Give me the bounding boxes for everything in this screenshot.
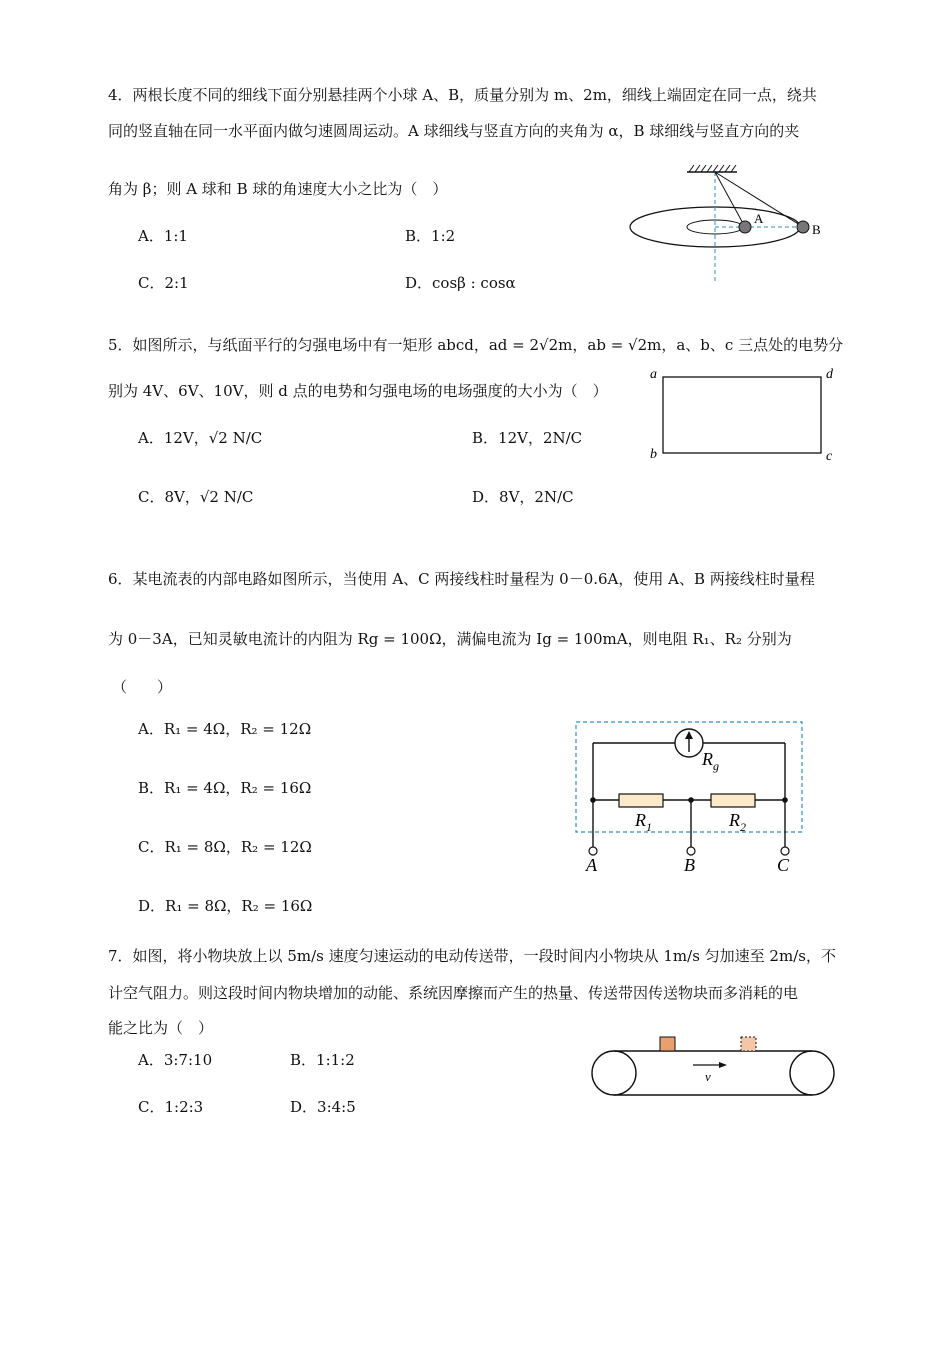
q5-option-d: D．8V，2N/C (472, 488, 574, 506)
q6-line3: （ ） (112, 678, 173, 696)
q7-option-b: B．1:1:2 (290, 1051, 355, 1069)
q7-option-a: A．3:7:10 (138, 1051, 213, 1069)
q5-option-a: A．12V，√2 N/C (138, 429, 263, 447)
q4-option-c: C．2:1 (138, 274, 189, 292)
label-r2: $R_2$ (729, 810, 746, 834)
q5-line2: 别为 4V、6V、10V，则 d 点的电势和匀强电场的电场强度的大小为（ ） (108, 382, 608, 400)
q4-line3: 角为 β；则 A 球和 B 球的角速度大小之比为（ ） (108, 180, 448, 198)
label-rg: $R_g$ (702, 749, 719, 773)
velocity-arrow-icon (719, 1062, 727, 1068)
q7-option-d: D．3:4:5 (290, 1098, 356, 1116)
label-a: A (754, 211, 764, 226)
q4-option-d: D．cosβ : cosα (405, 274, 516, 292)
q7-option-c: C．1:2:3 (138, 1098, 204, 1116)
label-b: b (650, 447, 657, 462)
resistor-r2 (711, 794, 755, 807)
q4-line2: 同的竖直轴在同一水平面内做匀速圆周运动。A 球细线与竖直方向的夹角为 α，B 球细线与竖直方向的夹 (108, 122, 800, 140)
label-d: d (826, 367, 833, 382)
q7-line3: 能之比为（ ） (108, 1019, 214, 1037)
q4-line1: 4．两根长度不同的细线下面分别悬挂两个小球 A、B，质量分别为 m、2m，细线上端固定在同一点，绕共 (108, 86, 817, 104)
q5-rectangle-figure (645, 362, 845, 467)
q7-line1: 7．如图，将小物块放上以 5m/s 速度匀速运动的电动传送带，一段时间内小物块从 1m/s 匀加速至 2m/s，不 (108, 947, 836, 965)
label-b: B (812, 222, 821, 237)
q6-option-b: B．R₁ = 4Ω，R₂ = 16Ω (138, 779, 312, 797)
q6-line2: 为 0－3A，已知灵敏电流计的内阻为 Rg = 100Ω，满偏电流为 Ig = 100mA，则电阻 R₁、R₂ 分别为 (108, 630, 792, 648)
ball-b (797, 221, 809, 233)
block-later (741, 1037, 756, 1051)
ball-a (739, 221, 751, 233)
block-start (660, 1037, 675, 1051)
q5-option-b: B．12V，2N/C (472, 429, 583, 447)
q6-option-c: C．R₁ = 8Ω，R₂ = 12Ω (138, 838, 312, 856)
q6-option-a: A．R₁ = 4Ω，R₂ = 12Ω (138, 720, 312, 738)
q4-conical-pendulum-figure (625, 160, 855, 285)
terminal-a (589, 847, 597, 855)
resistor-r1 (619, 794, 663, 807)
q7-line2: 计空气阻力。则这段时间内物块增加的动能、系统因摩擦而产生的热量、传送带因传送物块而多消耗的电 (108, 984, 799, 1002)
terminal-b (687, 847, 695, 855)
q6-circuit-figure (565, 712, 815, 877)
q5-line1: 5．如图所示，与纸面平行的匀强电场中有一矩形 abcd，ad = 2√2m，ab = √2m，a、b、c 三点处的电势分 (108, 336, 844, 354)
label-v: v (705, 1069, 711, 1084)
label-a: a (650, 367, 657, 382)
q5-option-c: C．8V，√2 N/C (138, 488, 254, 506)
label-terminal-b: B (684, 855, 695, 875)
label-terminal-c: C (777, 855, 790, 875)
q6-option-d: D．R₁ = 8Ω，R₂ = 16Ω (138, 897, 313, 915)
label-r1: $R_1$ (635, 810, 652, 834)
left-pulley-icon (592, 1051, 636, 1095)
label-c: c (826, 449, 833, 464)
q4-option-b: B．1:2 (405, 227, 456, 245)
q6-line1: 6．某电流表的内部电路如图所示，当使用 A、C 两接线柱时量程为 0－0.6A，使用 A、B 两接线柱时量程 (108, 570, 815, 588)
q4-option-a: A．1:1 (138, 227, 188, 245)
label-terminal-a: A (586, 855, 597, 875)
right-pulley-icon (790, 1051, 834, 1095)
q7-conveyor-figure (585, 1030, 840, 1105)
terminal-c (781, 847, 789, 855)
